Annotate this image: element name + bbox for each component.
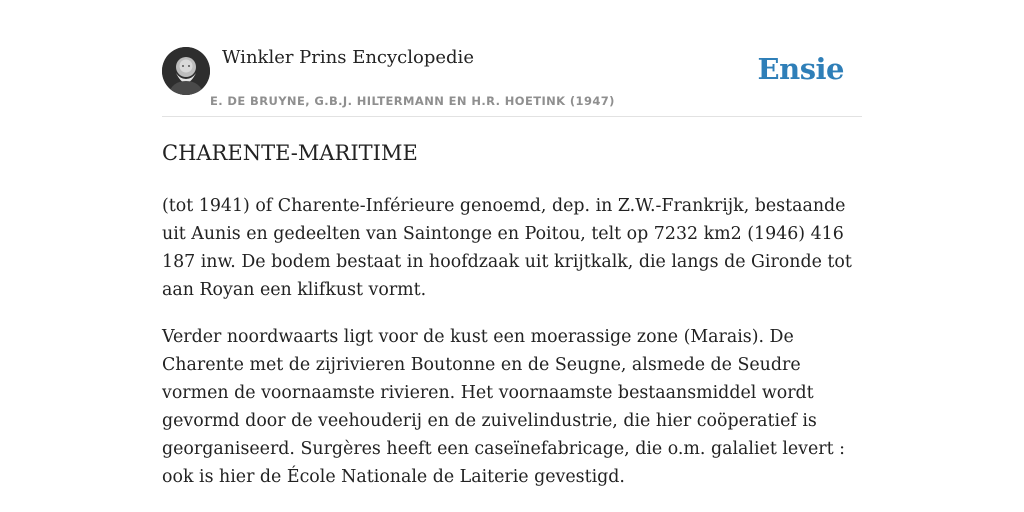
article-title: CHARENTE-MARITIME xyxy=(162,141,418,165)
site-header xyxy=(162,46,862,117)
article-paragraph: (tot 1941) of Charente-Inférieure genoemd, dep. in Z.W.-Frankrijk, bestaande uit Aunis en gedeelten van Saintonge en Poitou, telt op 7232 km2 (1946) 416 187 inw. De bodem bestaat in hoofdzaak uit krijtkalk, die langs de Gironde tot aan Royan een klifkust vormt. xyxy=(162,196,852,300)
authors-byline: E. DE BRUYNE, G.B.J. HILTERMANN EN H.R. HOETINK (1947) xyxy=(210,94,615,108)
article-paragraph: Verder noordwaarts ligt voor de kust een moerassige zone (Marais). De Charente met de zijrivieren Boutonne en de Seugne, alsmede de Seudre vormen de voornaamste rivieren. Het voornaamste bestaansmiddel wordt gevormd door de veehouderij en de zuivelindustrie, die hier coöperatief is georganiseerd. Surgères heeft een caseïnefabricage, die o.m. galaliet levert : ook is hier de École Nationale de Laiterie gevestigd. xyxy=(162,327,845,487)
site-title-link[interactable]: Winkler Prins Encyclopedie xyxy=(222,47,474,68)
ensie-logo-link[interactable]: Ensie xyxy=(757,52,844,86)
author-avatar[interactable] xyxy=(162,47,210,95)
author-portrait-icon xyxy=(162,47,210,95)
article-body xyxy=(162,192,862,510)
